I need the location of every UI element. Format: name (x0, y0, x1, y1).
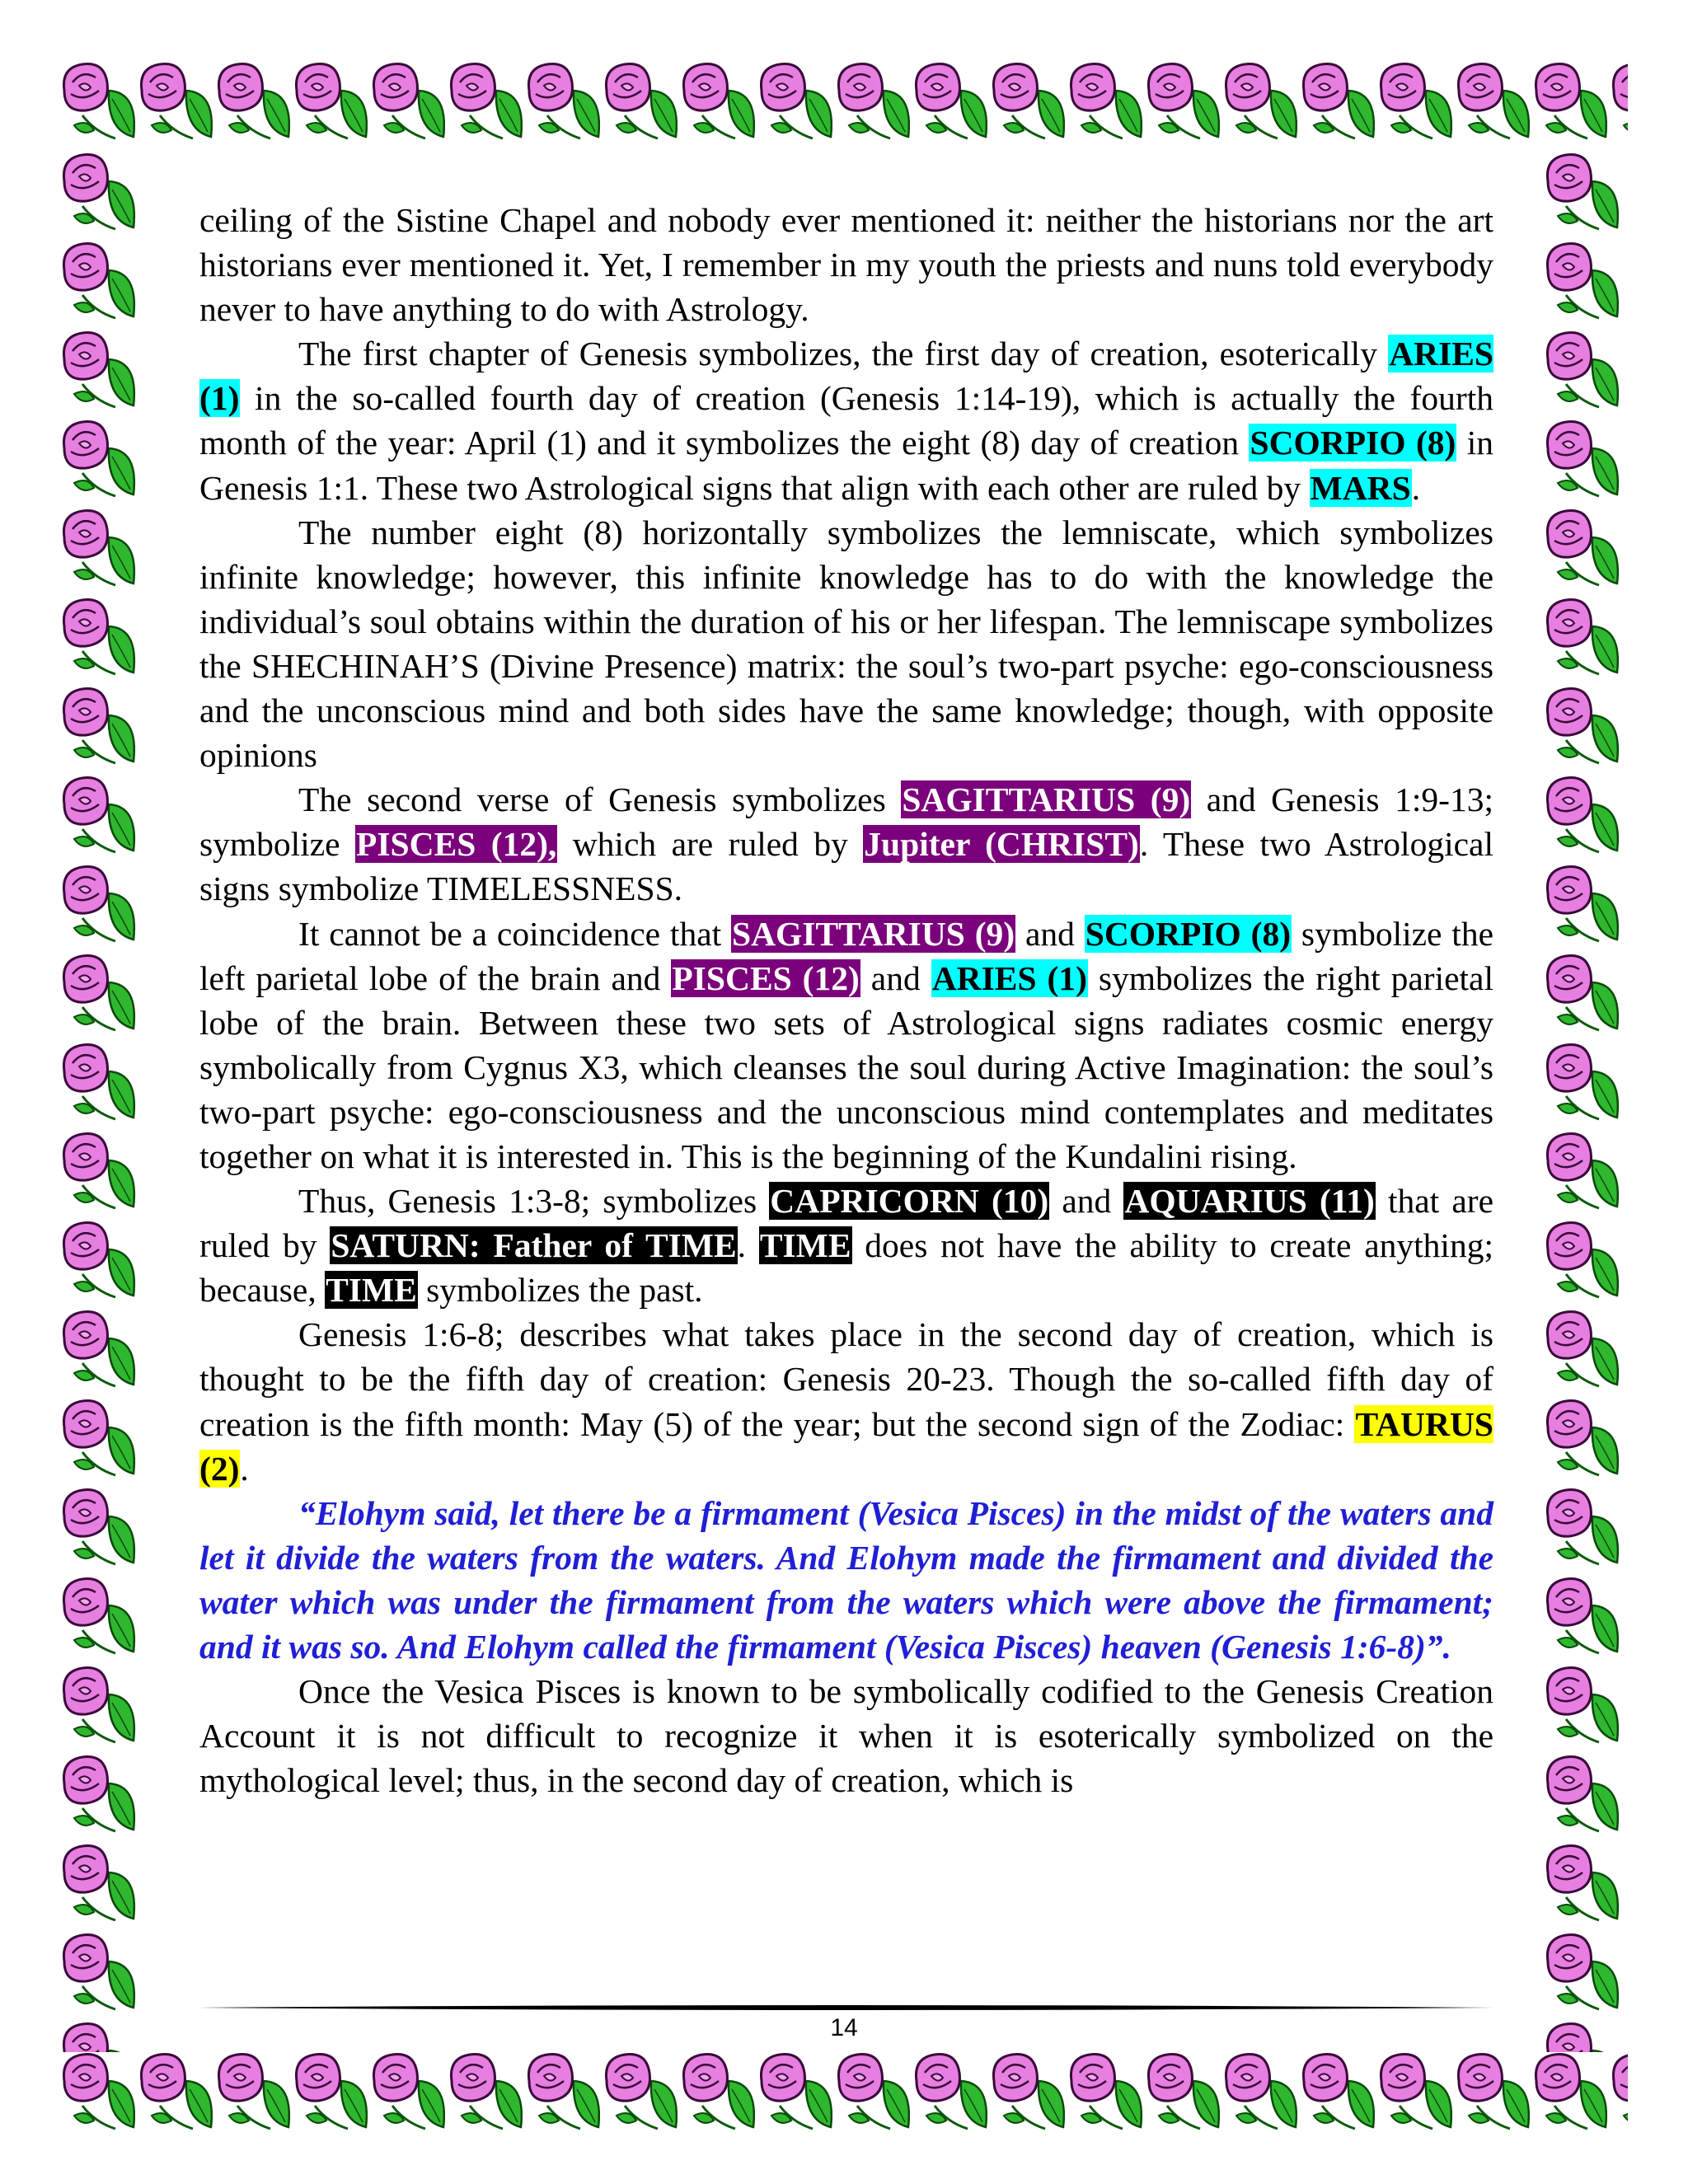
highlight-sagittarius: SAGITTARIUS (9) (731, 914, 1015, 953)
rose-border-bottom (58, 2048, 1628, 2143)
paragraph-5 (199, 912, 1493, 1179)
highlight-aries: ARIES (1) (931, 958, 1087, 997)
paragraph-4 (199, 777, 1493, 911)
highlight-mars: MARS (1310, 468, 1411, 507)
text: . (240, 1449, 249, 1488)
text: symbolizes the right parietal lobe of the brain. Between these two sets of Astrological signs radiates cosmic energy symbolically from Cygnus X3, which cleanses the soul during Active Imagination: the soul’s two-part psyche: ego-consciousness and the unconscious mind contemplates and meditates together on what it is interested in. This is the beginning of the Kundalini rising. (199, 958, 1494, 1175)
text: Thus, Genesis 1:3-8; symbolizes (298, 1182, 770, 1221)
highlight-aries: ARIES (1) (199, 335, 1493, 418)
highlight-pisces: PISCES (12), (356, 825, 557, 864)
highlight-jupiter: Jupiter (CHRIST) (864, 825, 1139, 864)
paragraph-6 (199, 1179, 1493, 1312)
footer-divider (199, 2004, 1493, 2011)
text: . (737, 1226, 759, 1265)
text: . (1411, 468, 1421, 507)
rose-icon (58, 148, 144, 2052)
highlight-saturn: SATURN: Father of TIME (331, 1226, 737, 1265)
text: Genesis 1:6-8; describes what takes place in the second day of creation, which is thought to be the fifth day of creation: Genesis 20-23. Though the so-called fifth day of creation is the fifth month: May (5) of the year; but the second sign of the Zodiac: (199, 1315, 1493, 1443)
text: in the so-called fourth day of creation (Genesis 1:14-19), which is actually the fourth month of the year: April (1) and it symbolizes the eight (8) day of creation (199, 379, 1493, 462)
text: The second verse of Genesis symbolizes (298, 780, 902, 819)
text: symbolize the left parietal lobe of the brain and (199, 914, 1494, 997)
scripture-quote: “Elohym said, let there be a firmament (Vesica Pisces) in the midst of the waters and let it divide the waters from the waters. And Elohym made the firmament and divided the water which was under the firmament from the waters which were above the firmament; and it was so. And Elohym called the firmament (Vesica Pisces) heaven (Genesis 1:6-8)”. (199, 1493, 1493, 1666)
page-body (199, 198, 1493, 1802)
text: . These two Astrological signs symbolize TIMELESSNESS. (199, 825, 1493, 908)
paragraph-7 (199, 1312, 1493, 1490)
highlight-scorpio: SCORPIO (8) (1250, 424, 1456, 462)
rose-border-top (58, 58, 1628, 152)
rose-border-right (1541, 148, 1628, 2052)
text: and (860, 958, 931, 997)
text: that are ruled by (199, 1182, 1494, 1265)
text: symbolizes the past. (417, 1271, 703, 1310)
text: does not have the ability to create anything; because, (199, 1226, 1493, 1310)
highlight-taurus: TAURUS (2) (199, 1404, 1493, 1488)
rose-icon (58, 2048, 1628, 2143)
text: in Genesis 1:1. These two Astrological signs that align with each other are ruled by (199, 424, 1493, 507)
paragraph-1: ceiling of the Sistine Chapel and nobody ever mentioned it: neither the historians nor the art historians ever mentioned it. Yet, I remember in my youth the priests and nuns told everybody never to have anything to do with Astrology. (199, 201, 1493, 329)
rose-border-left (58, 148, 144, 2052)
highlight-pisces: PISCES (12) (672, 958, 860, 997)
highlight-sagittarius: SAGITTARIUS (9) (902, 780, 1191, 819)
highlight-scorpio: SCORPIO (8) (1085, 914, 1292, 953)
page-number: 14 (830, 2014, 858, 2041)
text: The first chapter of Genesis symbolizes, the first day of creation, esoterically (298, 335, 1389, 373)
rose-icon (1541, 148, 1628, 2052)
text: which are ruled by (557, 825, 864, 864)
text: and Genesis 1:9-13; symbolize (199, 780, 1493, 864)
rose-icon (58, 58, 1628, 152)
paragraph-2 (199, 331, 1493, 509)
highlight-aquarius: AQUARIUS (11) (1124, 1182, 1375, 1221)
paragraph-3: The number eight (8) horizontally symbolizes the lemniscate, which symbolizes infinite knowledge; however, this infinite knowledge has to do with the knowledge the individual’s soul obtains within the duration of his or her lifespan. The lemniscape symbolizes the SHECHINAH’S (Divine Presence) matrix: the soul’s two-part psyche: ego-consciousness and the unconscious mind and both sides have the same knowledge; though, with opposite opinions (199, 513, 1493, 775)
text: and (1015, 914, 1085, 953)
highlight-time: TIME (326, 1271, 417, 1310)
text: It cannot be a coincidence that (298, 914, 731, 953)
highlight-time: TIME (759, 1226, 851, 1265)
highlight-capricorn: CAPRICORN (10) (770, 1182, 1049, 1221)
text: and (1049, 1182, 1124, 1221)
paragraph-9: Once the Vesica Pisces is known to be symbolically codified to the Genesis Creation Account it is not difficult to recognize it when it is esoterically symbolized on the mythological level; thus, in the second day of creation, which is (199, 1672, 1493, 1800)
